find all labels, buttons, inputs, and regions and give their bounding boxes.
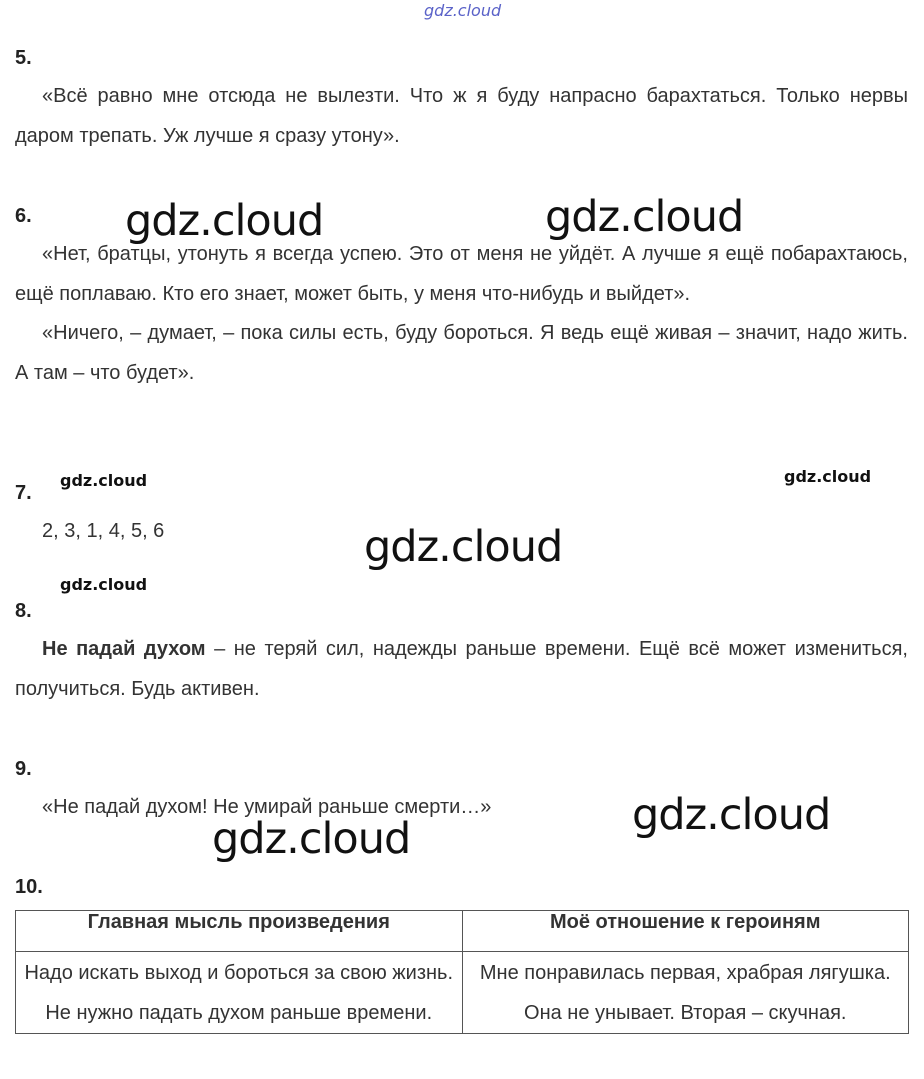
- task-10-table: [15, 910, 909, 1034]
- task-6-text: [15, 235, 908, 393]
- table-row: [16, 952, 909, 1034]
- table-cell-attitude: Мне понравилась первая, храбрая лягушка. Она не унывает. Вторая – скучная.: [462, 952, 909, 1034]
- task-10-number: 10.: [15, 876, 43, 898]
- watermark-small: gdz.cloud: [784, 467, 872, 486]
- task-9-number: 9.: [15, 758, 32, 780]
- task-8-paragraph: [15, 630, 908, 709]
- task-6-paragraph-2: «Ничего, – думает, – пока силы есть, буду бороться. Я ведь ещё живая – значит, надо жить. А там – что будет».: [15, 322, 908, 384]
- watermark-large: gdz.cloud: [212, 814, 411, 864]
- task-6-paragraph-1: «Нет, братцы, утонуть я всегда успею. Это от меня не уйдёт. А лучше я ещё побарахтаюсь, ещё поплаваю. Кто его знает, может быть, у меня что-нибудь и выйдет».: [15, 243, 908, 305]
- watermark-small: gdz.cloud: [60, 575, 148, 594]
- task-8-number: 8.: [15, 600, 32, 622]
- watermark-large: gdz.cloud: [125, 196, 324, 246]
- task-8-explanation: – не теряй сил, надежды раньше времени. Ещё всё может измениться, получиться. Будь активен.: [15, 638, 908, 700]
- task-7-number: 7.: [15, 482, 32, 504]
- table-cell-main-idea: [16, 952, 463, 1034]
- task-5-text: [15, 77, 908, 156]
- task-7-answer: 2, 3, 1, 4, 5, 6: [42, 520, 165, 542]
- watermark-large: gdz.cloud: [364, 522, 563, 572]
- main-idea-line-2: Не нужно падать духом раньше времени.: [45, 1001, 433, 1024]
- main-idea-line-1: Надо искать выход и бороться за свою жизнь.: [24, 962, 454, 984]
- task-8-bold-phrase: Не падай духом: [42, 638, 206, 660]
- task-9-quote: «Не падай духом! Не умирай раньше смерти…»: [42, 796, 492, 818]
- table-header-main-idea: Главная мысль произведения: [16, 911, 463, 952]
- task-8-text: [15, 630, 908, 709]
- task-5-paragraph: «Всё равно мне отсюда не вылезти. Что ж я буду напрасно барахтаться. Только нервы даром трепать. Уж лучше я сразу утону».: [15, 85, 908, 147]
- task-5-number: 5.: [15, 47, 32, 69]
- watermark-large: gdz.cloud: [545, 192, 744, 242]
- watermark-small: gdz.cloud: [60, 471, 148, 490]
- watermark-large: gdz.cloud: [632, 790, 831, 840]
- table-header-row: [16, 911, 909, 952]
- table-header-attitude: Моё отношение к героиням: [462, 911, 909, 952]
- task-6-number: 6.: [15, 205, 32, 227]
- watermark-top: gdz.cloud: [424, 1, 502, 20]
